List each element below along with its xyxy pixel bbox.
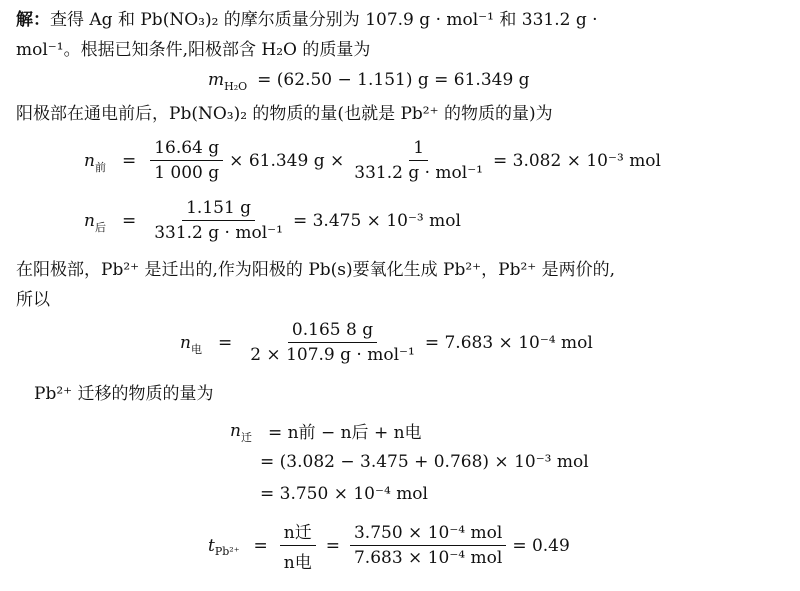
subscript-before: 前: [94, 160, 106, 174]
equals-sign: =: [121, 210, 137, 231]
equation-multiplier: × 61.349 g ×: [229, 150, 345, 171]
equation-water-mass: [208, 70, 530, 93]
migration-step-1: = n前 − n后 + n电: [267, 423, 422, 443]
fraction-denominator: 7.683 × 10⁻⁴ mol: [353, 548, 503, 568]
equation-n-electric: [180, 320, 593, 365]
symbol-t: t: [208, 535, 215, 556]
fraction-n-ratio: [280, 518, 316, 573]
fraction-numerator: 3.750 × 10⁻⁴ mol: [350, 523, 506, 546]
migration-step-3: = 3.750 × 10⁻⁴ mol: [260, 484, 428, 504]
fraction-numerator: 1.151 g: [182, 198, 255, 221]
fraction-denominator: 1 000 g: [154, 163, 220, 183]
fraction-values: [350, 523, 506, 568]
fraction-after: [150, 198, 287, 243]
equals-sign-2: =: [325, 535, 340, 556]
equation-n-migration-line-1: [230, 418, 422, 443]
paragraph-line-6: Pb²⁺ 迁移的物质的量为: [34, 384, 214, 404]
fraction-numerator: n迁: [280, 518, 316, 546]
symbol-n: n: [180, 332, 191, 353]
fraction-numerator: 16.64 g: [150, 138, 223, 161]
fraction-mass-ratio: [150, 138, 223, 183]
equals-sign: =: [121, 150, 137, 171]
subscript-migration: 迁: [240, 430, 252, 444]
equation-result: = 3.475 × 10⁻³ mol: [292, 210, 461, 231]
fraction-molar-mass: [350, 138, 487, 183]
subscript-electric: 电: [190, 342, 202, 356]
symbol-m: m: [208, 70, 225, 90]
symbol-n: n: [84, 150, 95, 171]
paragraph-line-5: 所以: [16, 290, 50, 310]
fraction-numerator: 1: [409, 138, 428, 161]
equation-transference-number: [208, 518, 570, 573]
equation-result: = 0.49: [512, 535, 570, 556]
equals-sign: =: [253, 535, 268, 556]
subscript-h2o: H₂O: [224, 79, 248, 93]
equation-result: = 7.683 × 10⁻⁴ mol: [424, 332, 593, 353]
symbol-n: n: [230, 420, 241, 441]
paragraph-line-4: 在阳极部，Pb²⁺ 是迁出的,作为阳极的 Pb(s)要氧化生成 Pb²⁺，Pb²⁺ 是两价的,: [16, 260, 616, 280]
equation-result: = 3.082 × 10⁻³ mol: [493, 150, 661, 171]
equals-sign: =: [217, 332, 233, 353]
fraction-denominator: n电: [283, 553, 312, 573]
fraction-denominator: 331.2 g · mol⁻¹: [154, 223, 283, 243]
fraction-numerator: 0.165 8 g: [288, 320, 377, 343]
paragraph-line-1: [16, 10, 598, 30]
paragraph-line-3: 阳极部在通电前后，Pb(NO₃)₂ 的物质的量(也就是 Pb²⁺ 的物质的量)为: [16, 104, 553, 124]
symbol-n: n: [84, 210, 95, 231]
subscript-pb: Pb²⁺: [214, 545, 240, 558]
migration-step-2: = (3.082 − 3.475 + 0.768) × 10⁻³ mol: [260, 452, 589, 472]
equation-water-mass-rhs: = (62.50 − 1.151) g = 61.349 g: [257, 70, 530, 90]
equation-n-before: [84, 138, 661, 183]
solution-label: 解：: [16, 10, 50, 30]
fraction-denominator: 2 × 107.9 g · mol⁻¹: [250, 345, 415, 365]
equation-n-after: [84, 198, 461, 243]
paragraph-text-1: 查得 Ag 和 Pb(NO₃)₂ 的摩尔质量分别为 107.9 g · mol⁻¹ 和 331.2 g ·: [50, 10, 598, 30]
fraction-denominator: 331.2 g · mol⁻¹: [354, 163, 483, 183]
subscript-after: 后: [94, 220, 106, 234]
paragraph-line-2: mol⁻¹。根据已知条件,阳极部含 H₂O 的质量为: [16, 40, 371, 60]
fraction-electric: [246, 320, 419, 365]
